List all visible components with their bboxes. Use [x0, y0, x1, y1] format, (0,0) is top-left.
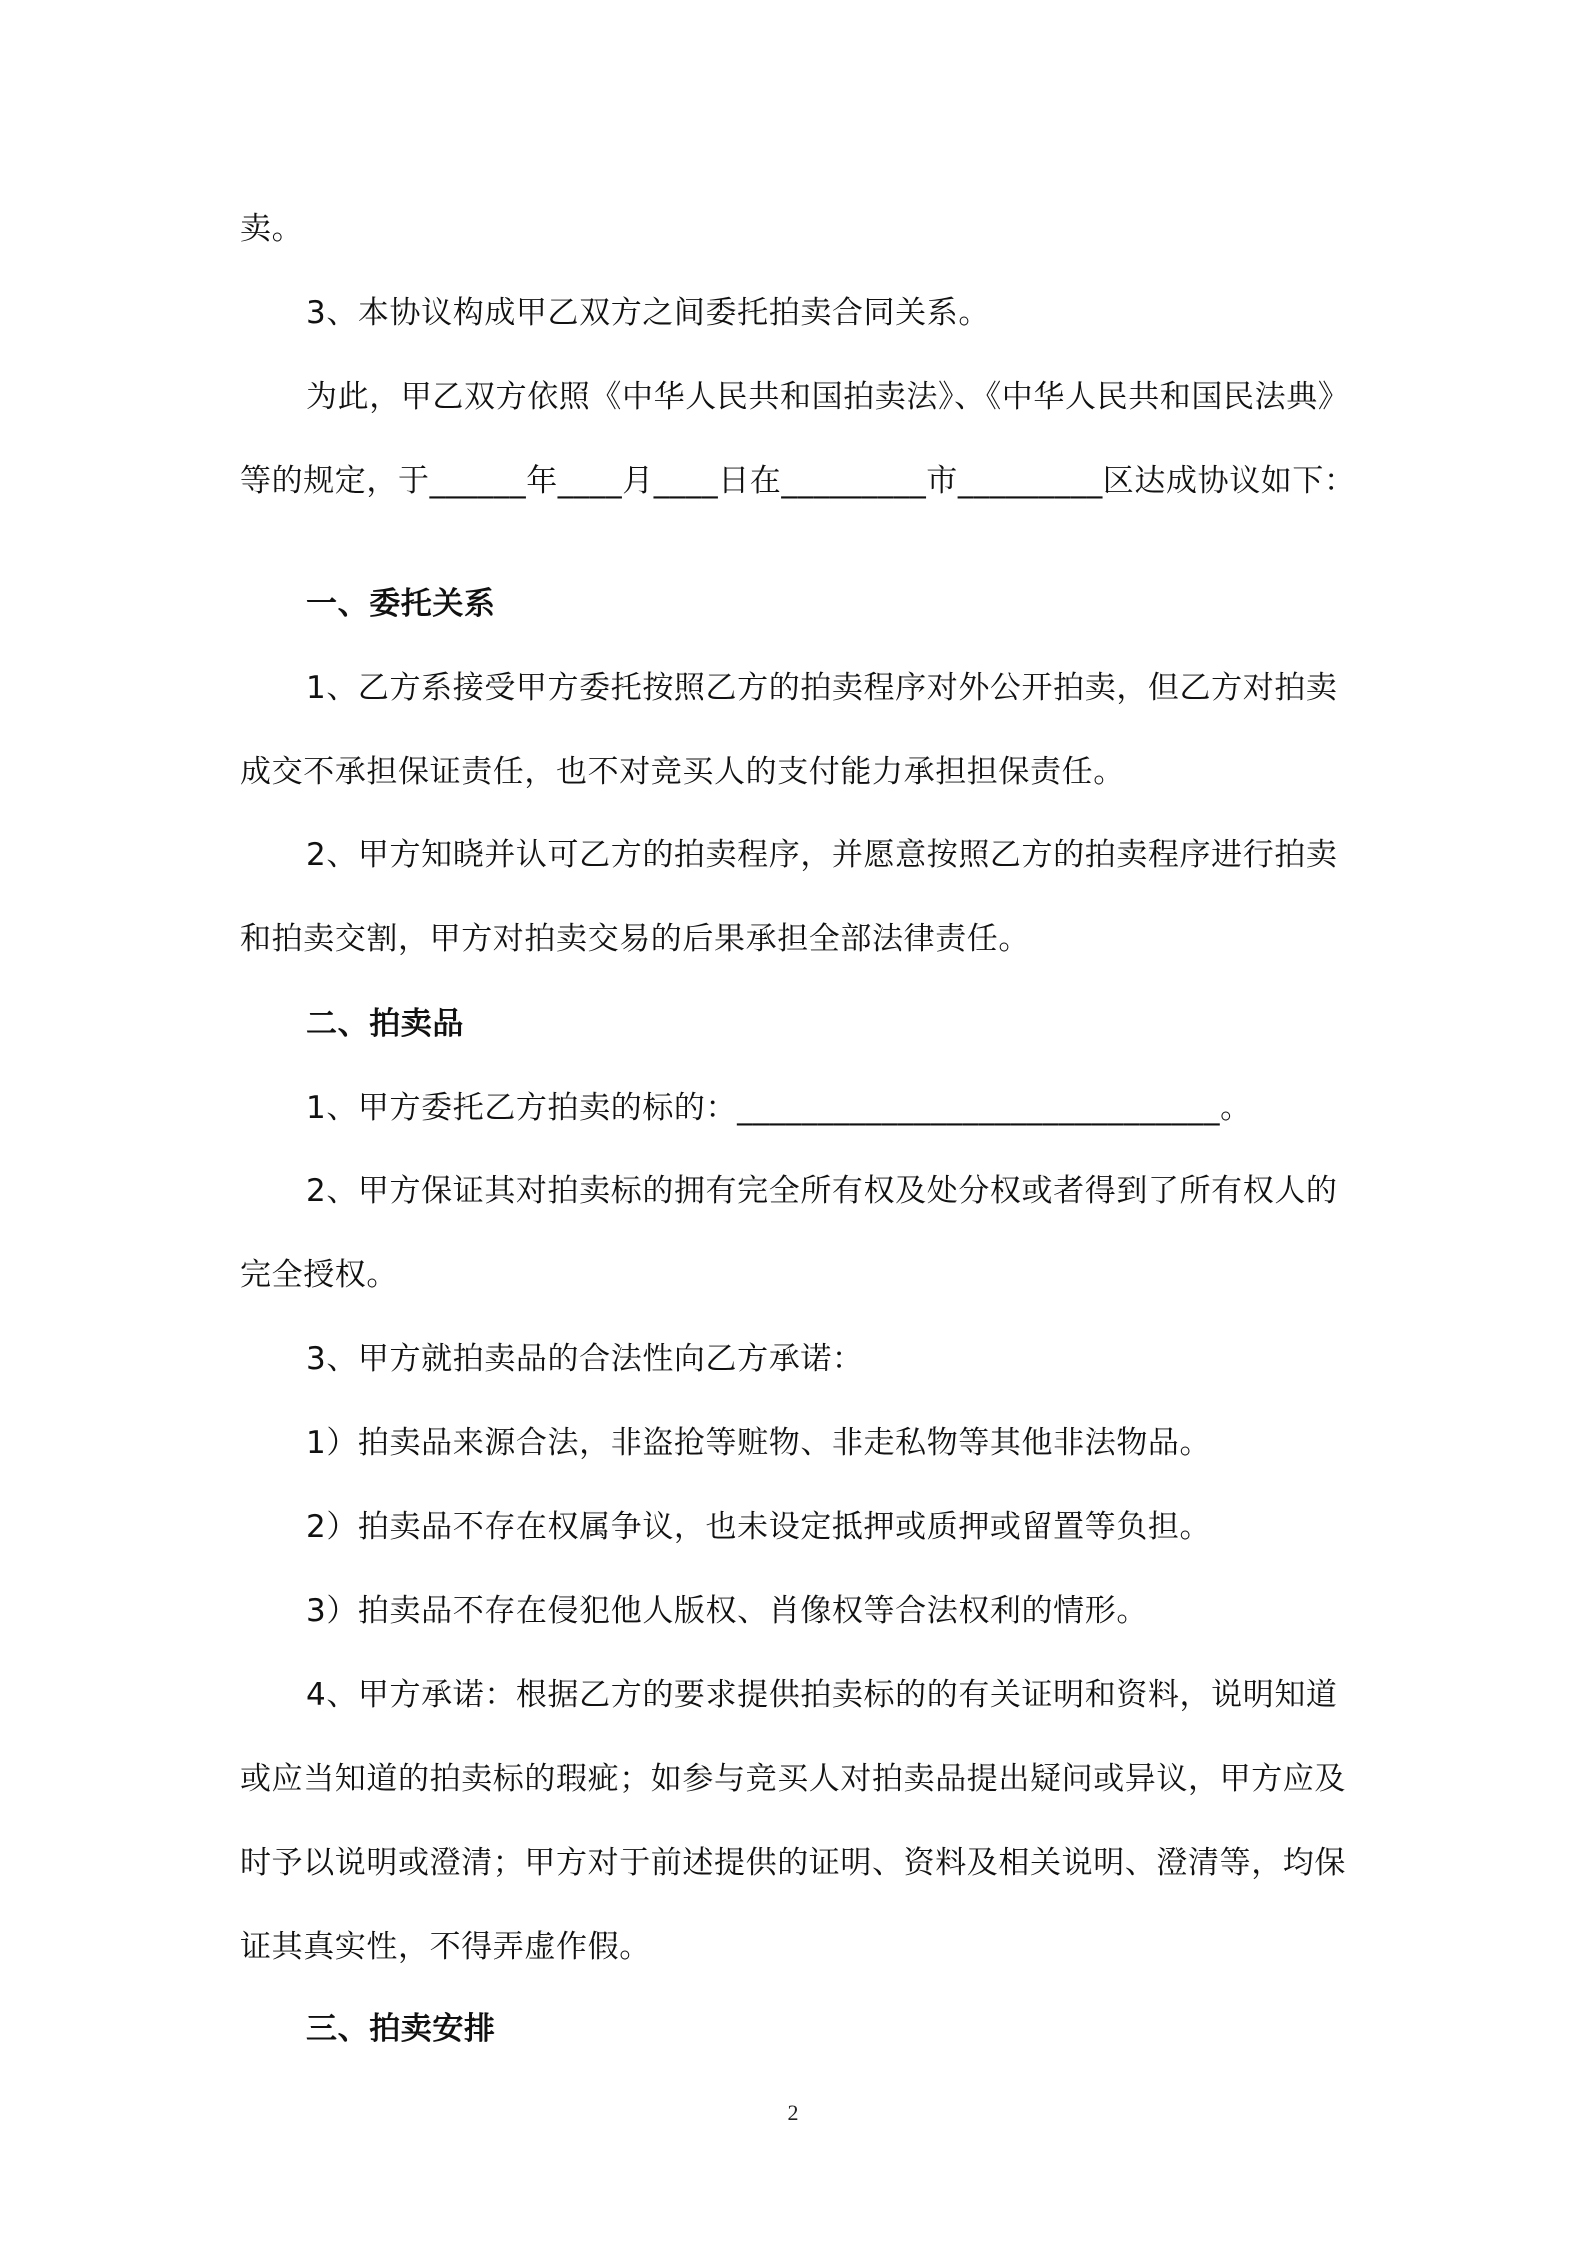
- paragraph-line: 1、乙方系接受甲方委托按照乙方的拍卖程序对外公开拍卖，但乙方对拍卖: [306, 670, 1338, 706]
- paragraph-line: 2、甲方保证其对拍卖标的拥有完全所有权及处分权或者得到了所有权人的: [306, 1173, 1338, 1209]
- paragraph-line: 或应当知道的拍卖标的瑕疵；如参与竞买人对拍卖品提出疑问或异议，甲方应及: [240, 1761, 1346, 1797]
- paragraph-line: 1）拍卖品来源合法，非盗抢等赃物、非走私物等其他非法物品。: [306, 1425, 1212, 1461]
- paragraph-line: 成交不承担保证责任，也不对竞买人的支付能力承担担保责任。: [240, 754, 1125, 790]
- paragraph-line: 和拍卖交割，甲方对拍卖交易的后果承担全部法律责任。: [240, 921, 1030, 957]
- paragraph-line: 3）拍卖品不存在侵犯他人版权、肖像权等合法权利的情形。: [306, 1593, 1148, 1629]
- paragraph-line: 3、本协议构成甲乙双方之间委托拍卖合同关系。: [306, 295, 990, 331]
- paragraph-line: 卖。: [240, 211, 304, 247]
- paragraph-line: 为此，甲乙双方依照《中华人民共和国拍卖法》、《中华人民共和国民法典》: [306, 379, 1350, 415]
- section-heading: 二、拍卖品: [306, 1006, 464, 1042]
- paragraph-line: 等的规定，于______年____月____日在_________市_________区达成协议如下：: [240, 463, 1356, 499]
- paragraph-line: 2、甲方知晓并认可乙方的拍卖程序，并愿意按照乙方的拍卖程序进行拍卖: [306, 837, 1338, 873]
- section-heading: 三、拍卖安排: [306, 2011, 496, 2047]
- paragraph-line: 1、甲方委托乙方拍卖的标的：______________________________。: [306, 1090, 1252, 1126]
- paragraph-line: 证其真实性，不得弄虚作假。: [240, 1929, 651, 1965]
- paragraph-line: 4、甲方承诺：根据乙方的要求提供拍卖标的的有关证明和资料，说明知道: [306, 1677, 1338, 1713]
- paragraph-line: 3、甲方就拍卖品的合法性向乙方承诺：: [306, 1341, 864, 1377]
- paragraph-line: 2）拍卖品不存在权属争议，也未设定抵押或质押或留置等负担。: [306, 1509, 1212, 1545]
- section-heading: 一、委托关系: [306, 586, 496, 622]
- paragraph-line: 时予以说明或澄清；甲方对于前述提供的证明、资料及相关说明、澄清等，均保: [240, 1845, 1346, 1881]
- paragraph-line: 完全授权。: [240, 1257, 398, 1293]
- page-number: 2: [787, 2100, 799, 2125]
